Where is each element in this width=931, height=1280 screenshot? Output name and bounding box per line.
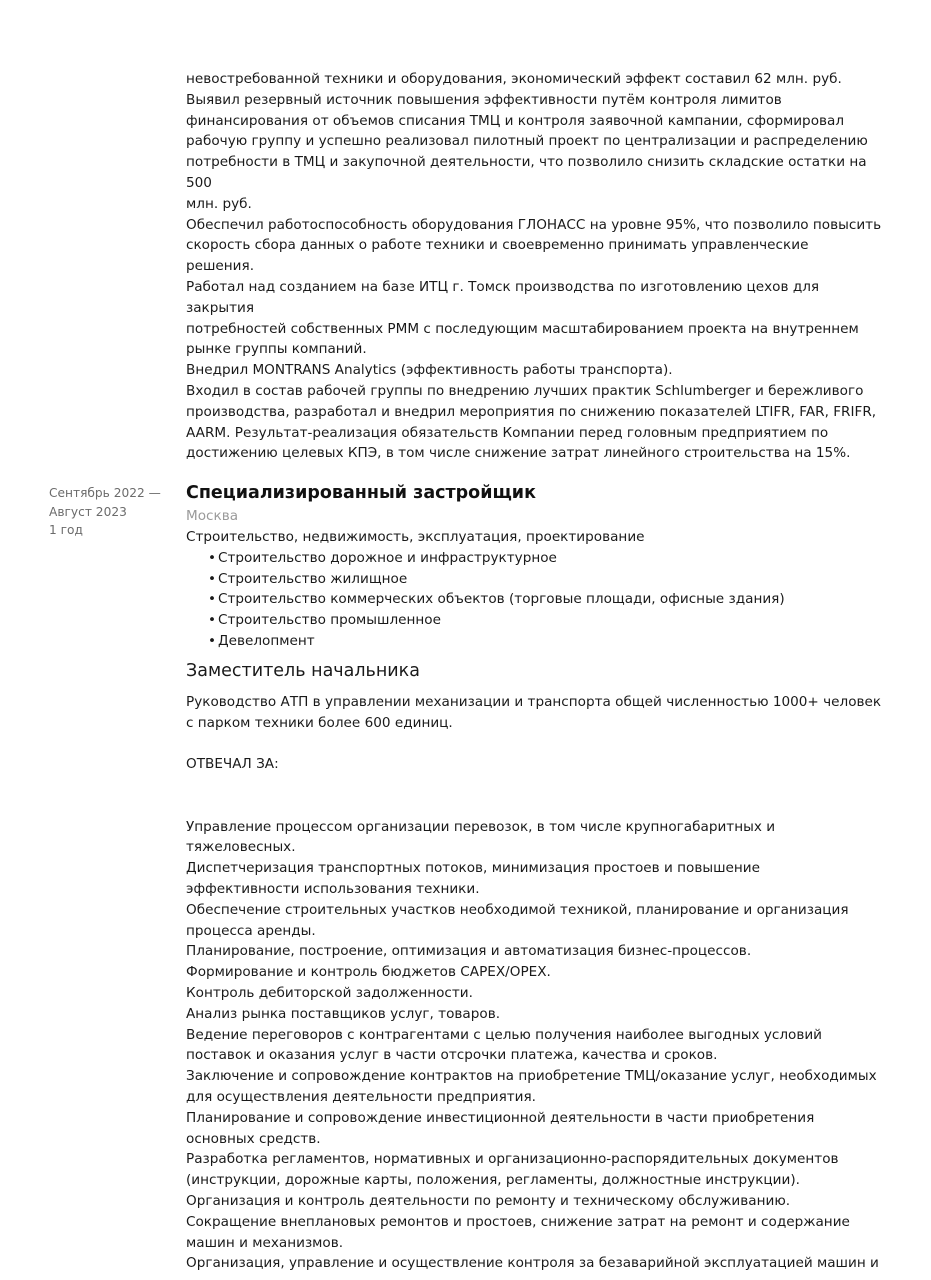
text-line: Разработка регламентов, нормативных и организационно-распорядительных документов <box>186 1151 839 1168</box>
text-line: основных средств. <box>186 1130 321 1147</box>
text-line: Управление процессом организации перевозок, в том числе крупногабаритных и <box>186 818 776 835</box>
text-line: Руководство АТП в управлении механизации и транспорта общей численностью 1000+ человек <box>186 693 882 710</box>
text-line: Обеспечил работоспособность оборудования ГЛОНАСС на уровне 95%, что позволило повысить <box>186 216 882 233</box>
text-line: тяжеловесных. <box>186 839 296 856</box>
job-entry <box>186 480 891 1274</box>
text-line: Заключение и сопровождение контрактов на приобретение ТМЦ/оказание услуг, необходимых <box>186 1068 877 1085</box>
position-title: Заместитель начальника <box>186 660 420 681</box>
list-item: • Строительство коммерческих объектов (торговые площади, офисные здания) <box>208 589 891 610</box>
text-line: Обеспечение строительных участков необходимой техникой, планирование и организация <box>186 901 849 918</box>
text-line: Диспетчеризация транспортных потоков, минимизация простоев и повышение <box>186 860 760 877</box>
text-line: Внедрил MONTRANS Analytics (эффективность работы транспорта). <box>186 362 673 379</box>
period-duration: 1 год <box>49 523 83 537</box>
job-description <box>186 692 891 1274</box>
text-line: рабочую группу и успешно реализовал пилотный проект по централизации и распределению <box>186 133 868 150</box>
text-line: Сокращение внеплановых ремонтов и простоев, снижение затрат на ремонт и содержание <box>186 1213 850 1230</box>
spacer <box>186 733 891 754</box>
text-line: с парком техники более 600 единиц. <box>186 714 453 731</box>
text-line: Анализ рынка поставщиков услуг, товаров. <box>186 1005 501 1022</box>
list-item: • Девелопмент <box>208 631 891 652</box>
company-industry: Строительство, недвижимость, эксплуатация, проектирование <box>186 529 645 545</box>
period-end: Август 2023 <box>49 504 127 519</box>
text-line: процесса аренды. <box>186 922 316 939</box>
text-line: Планирование и сопровождение инвестиционной деятельности в части приобретения <box>186 1109 815 1126</box>
text-line: Входил в состав рабочей группы по внедрению лучших практик Schlumberger и бережливого <box>186 382 864 399</box>
industry-list <box>186 548 891 652</box>
text-line: (инструкции, дорожные карты, положения, регламенты, должностные инструкции). <box>186 1172 800 1189</box>
text-line: млн. руб. <box>186 195 252 212</box>
text-line: поставок и оказания услуг в части отсрочки платежа, качества и сроков. <box>186 1047 718 1064</box>
text-line: Планирование, построение, оптимизация и автоматизация бизнес-процессов. <box>186 943 752 960</box>
employment-period <box>49 484 179 540</box>
text-line: финансирования от объемов списания ТМЦ и контроля заявочной кампании, сформировал <box>186 112 845 129</box>
text-line: Контроль дебиторской задолженности. <box>186 984 473 1001</box>
company-name: Специализированный застройщик <box>186 483 536 503</box>
text-line: эффективности использования техники. <box>186 880 480 897</box>
list-item: • Строительство жилищное <box>208 569 891 590</box>
text-line: Ведение переговоров с контрагентами с целью получения наиболее выгодных условий <box>186 1026 823 1043</box>
text-line: машин и механизмов. <box>186 1234 344 1251</box>
text-line: Организация, управление и осуществление контроля за безаварийной эксплуатацией машин и <box>186 1255 879 1272</box>
spacer <box>186 775 891 796</box>
list-item: • Строительство промышленное <box>208 610 891 631</box>
text-line: Организация и контроль деятельности по ремонту и техническому обслуживанию. <box>186 1192 791 1209</box>
text-line: Формирование и контроль бюджетов CAPEX/OPEX. <box>186 964 551 981</box>
spacer <box>186 796 891 817</box>
text-line: для осуществления деятельности предприятия. <box>186 1088 536 1105</box>
text-line: достижению целевых КПЭ, в том числе снижение затрат линейного строительства на 15%. <box>186 445 851 462</box>
text-line: невостребованной техники и оборудования, экономический эффект составил 62 млн. руб. <box>186 71 842 87</box>
responsibilities-heading: ОТВЕЧАЛ ЗА: <box>186 756 279 773</box>
text-line: Работал над созданием на базе ИТЦ г. Томск производства по изготовлению цехов для закрытия <box>186 278 820 316</box>
text-line: потребностей собственных РММ с последующим масштабированием проекта на внутреннем <box>186 320 859 337</box>
company-city: Москва <box>186 508 239 524</box>
text-line: AARM. Результат-реализация обязательств Компании перед головным предприятием по <box>186 424 829 441</box>
list-item: • Строительство дорожное и инфраструктурное <box>208 548 891 569</box>
text-line: Выявил резервный источник повышения эффективности путём контроля лимитов <box>186 91 782 108</box>
period-start: Сентябрь 2022 — <box>49 486 161 500</box>
text-line: производства, разработал и внедрил мероприятия по снижению показателей LTIFR, FAR, FRIFR, <box>186 403 877 420</box>
text-line: решения. <box>186 258 255 275</box>
text-line: потребности в ТМЦ и закупочной деятельности, что позволило снизить складские остатки на 500 <box>186 154 867 191</box>
text-line: скорость сбора данных о работе техники и своевременно принимать управленческие <box>186 237 809 254</box>
text-line: рынке группы компаний. <box>186 341 367 358</box>
previous-job-achievements <box>186 69 891 464</box>
